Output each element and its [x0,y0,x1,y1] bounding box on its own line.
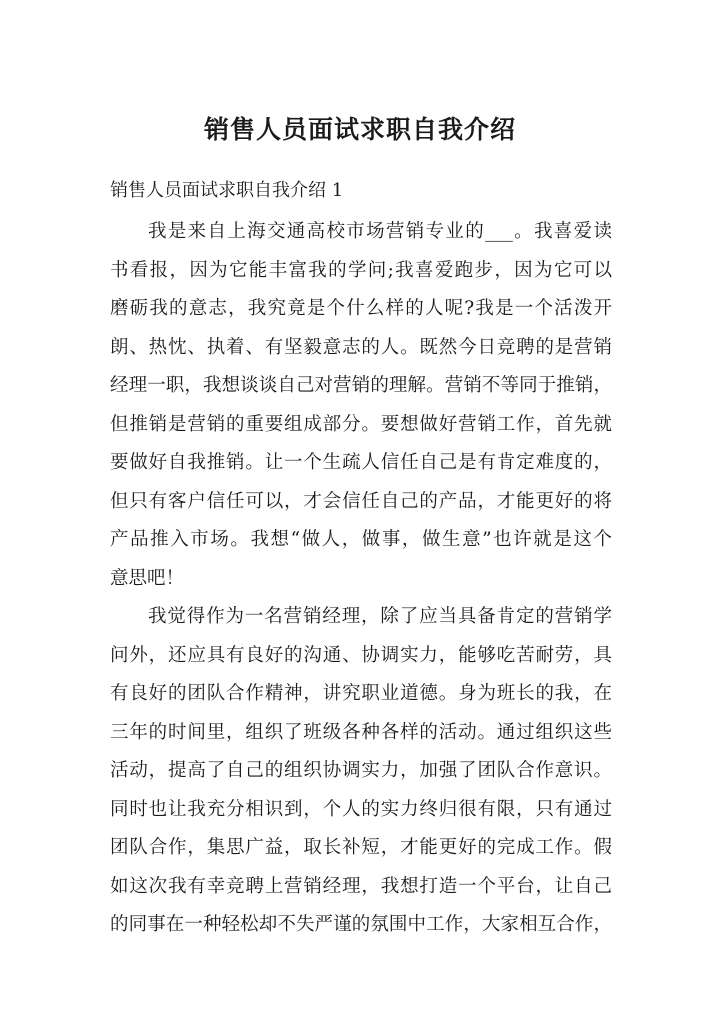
paragraph-line: 经理一职，我想谈谈自己对营销的理解。营销不等同于推销， [110,375,612,396]
paragraph-1 [110,213,612,598]
paragraph-line: 三年的时间里，组织了班级各种各样的活动。通过组织这些 [110,721,612,743]
paragraph-line: 同时也让我充分相识到，个人的实力终归很有限，只有通过 [110,798,612,820]
paragraph-line: 有良好的团队合作精神，讲究职业道德。身为班长的我，在 [110,683,612,704]
paragraph-line: 意思吧！ [110,567,185,589]
paragraph-line: 团队合作，集思广益，取长补短，才能更好的完成工作。假 [110,837,612,858]
paragraph-line: 我觉得作为一名营销经理，除了应当具备肯定的营销学 [148,606,612,627]
paragraph-line: 如这次我有幸竞聘上营销经理，我想打造一个平台，让自己 [110,875,612,897]
section-heading: 销售人员面试求职自我介绍 1 [110,180,344,201]
paragraph-line: 我是来自上海交通高校市场营销专业的___。我喜爱读 [148,221,612,242]
paragraph-line: 但只有客户信任可以，才会信任自己的产品，才能更好的将 [110,490,612,512]
paragraph-line: 问外，还应具有良好的沟通、协调实力，能够吃苦耐劳，具 [110,644,612,666]
paragraph-line: 磨砺我的意志，我究竟是个什么样的人呢?我是一个活泼开 [110,298,612,319]
paragraph-line: 产品推入市场。我想“做人，做事，做生意”也许就是这个 [110,529,612,550]
paragraph-line: 活动，提高了自己的组织协调实力，加强了团队合作意识。 [110,760,612,781]
paragraph-line: 朗、热忱、执着、有坚毅意志的人。既然今日竞聘的是营销 [110,336,612,358]
paragraph-line: 但推销是营销的重要组成部分。要想做好营销工作，首先就 [110,413,612,435]
paragraph-2 [110,598,612,945]
document-body [110,213,612,945]
document-title: 销售人员面试求职自我介绍 [203,115,516,144]
paragraph-line: 要做好自我推销。让一个生疏人信任自己是有肯定难度的， [110,452,612,473]
paragraph-line: 的同事在一种轻松却不失严谨的氛围中工作，大家相互合作， [110,914,612,935]
paragraph-line: 书看报，因为它能丰富我的学问;我喜爱跑步，因为它可以 [110,259,612,281]
